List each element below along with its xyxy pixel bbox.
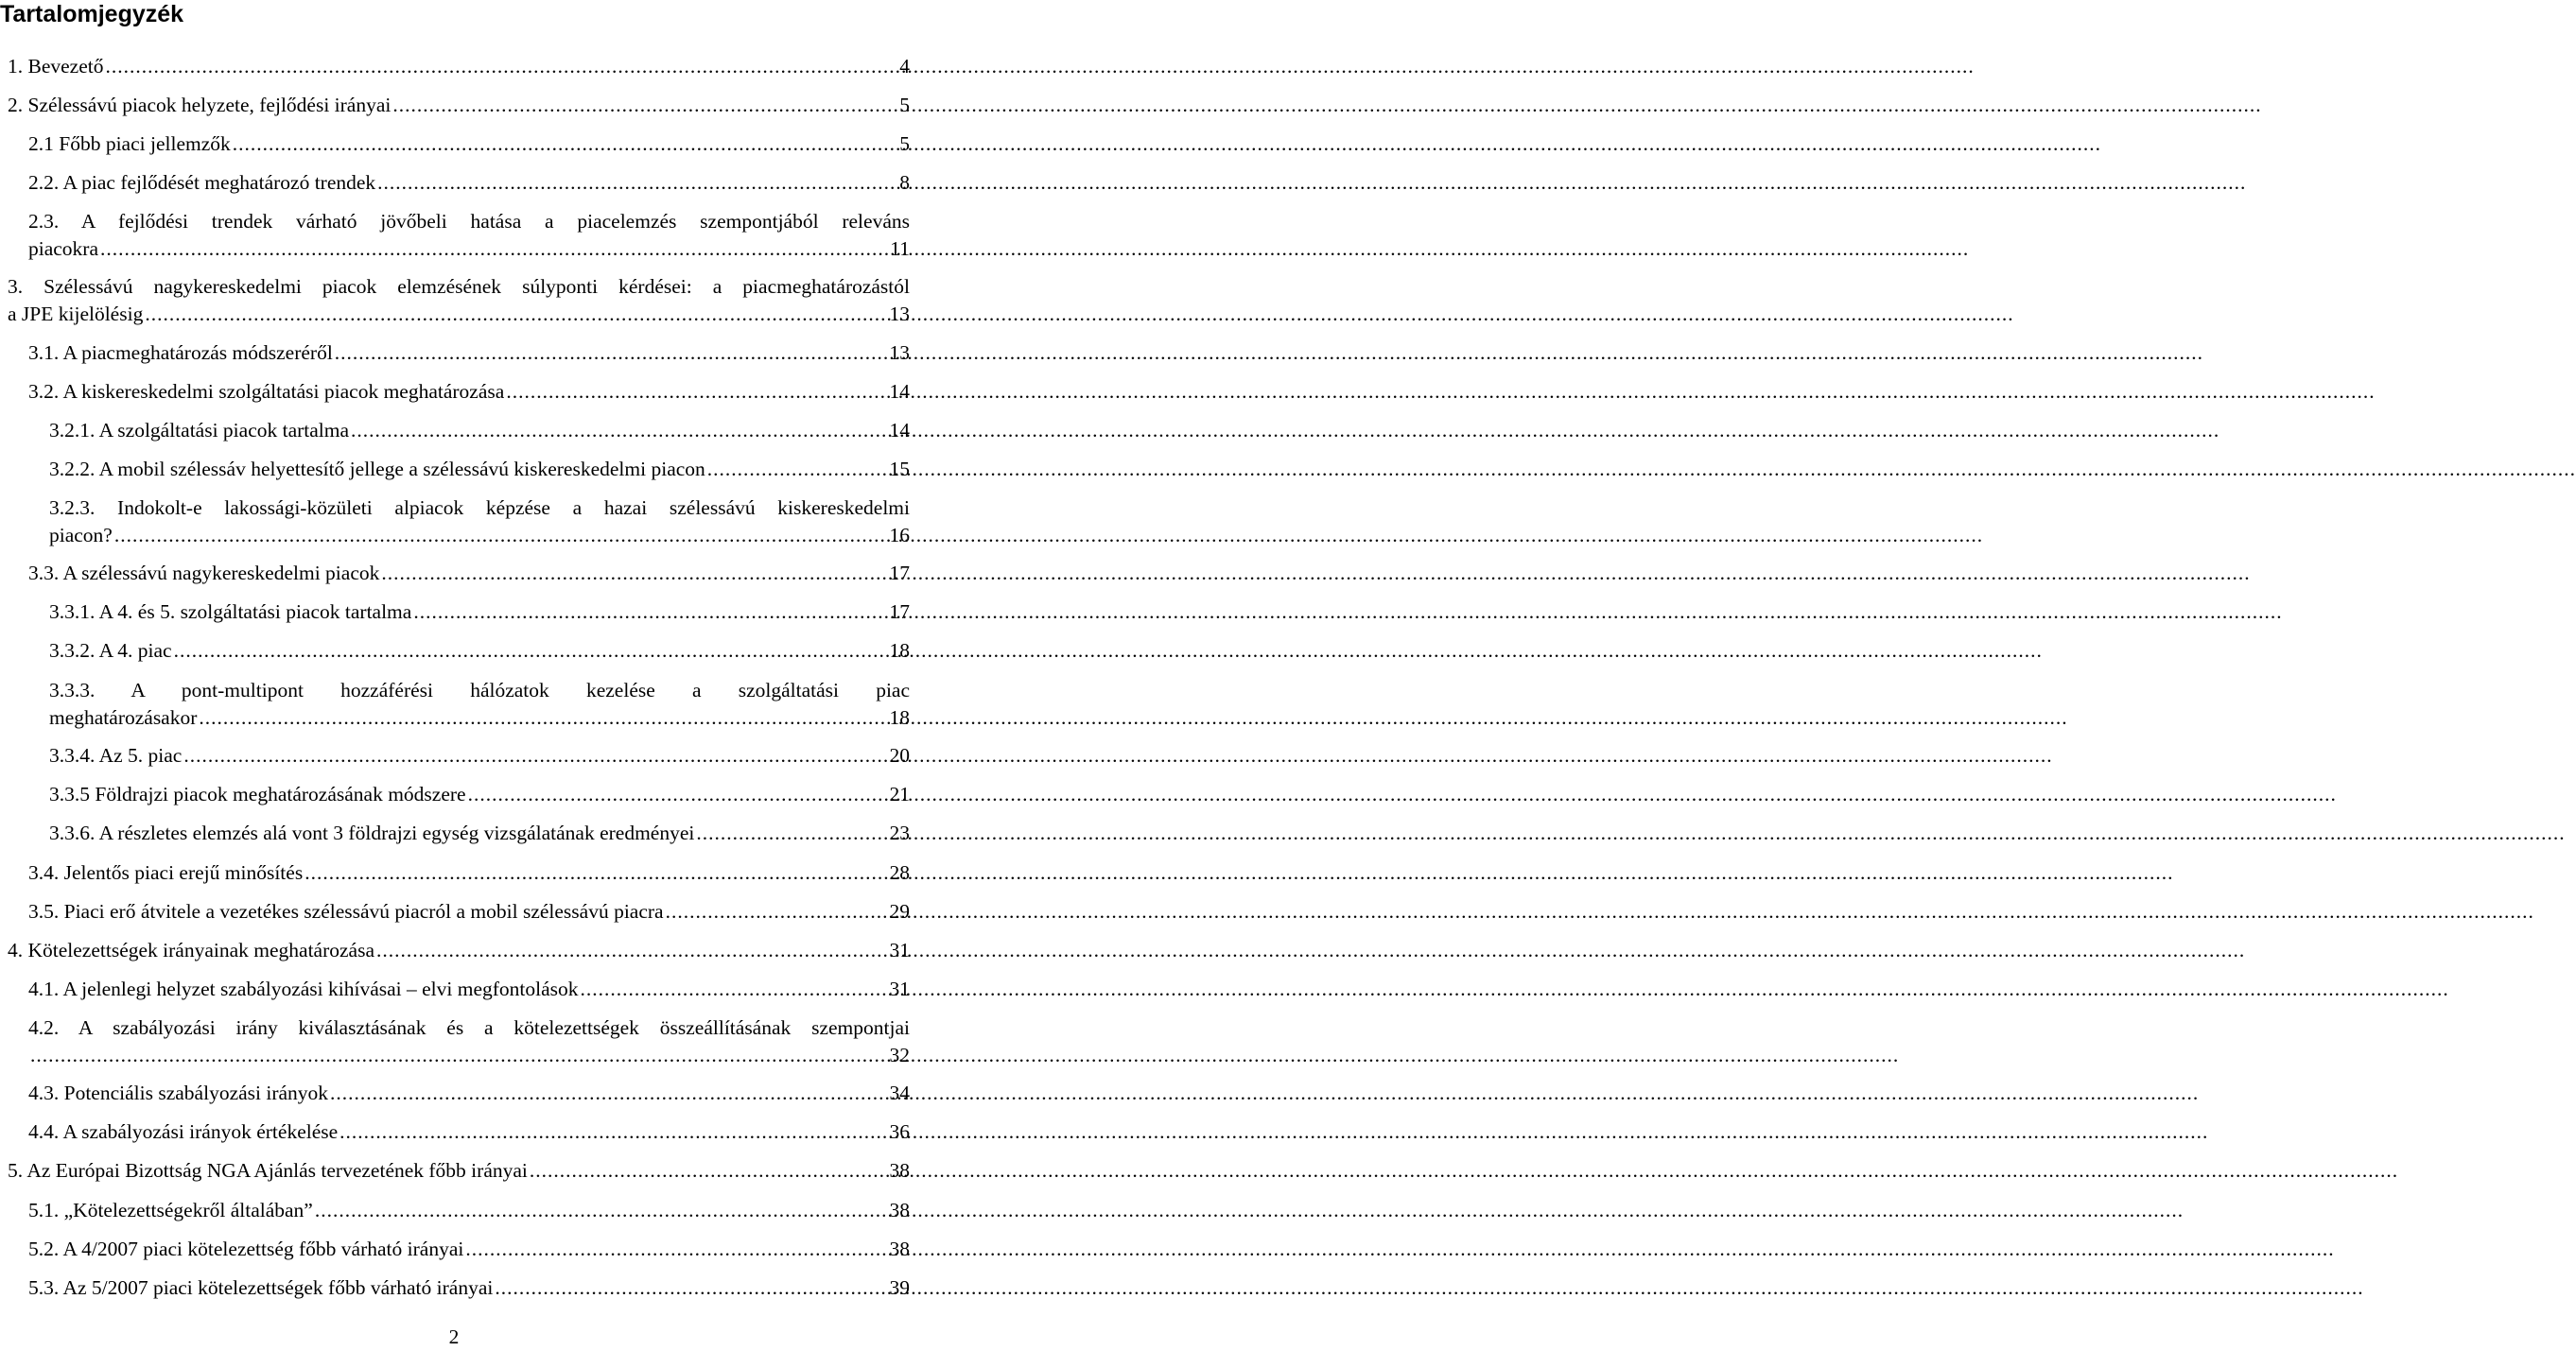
toc-entry-title: 2.1 Főbb piaci jellemzők [28,132,231,155]
toc-entry-title: 4.3. Potenciális szabályozási irányok [28,1082,329,1104]
toc-entry-title: 2.3. A fejlődési trendek várható jövőbeli hatása a piacelemzés szempontjából releváns [28,210,910,233]
toc-entry[interactable] [0,494,908,549]
toc-entry-title: 3.3. A szélessávú nagykereskedelmi piacok [28,562,380,584]
toc-entry-title: 3.3.4. Az 5. piac [49,744,183,767]
toc-page-number: 17 [889,600,910,623]
dot-leader [339,1118,887,1146]
toc-entry[interactable] [0,781,908,808]
toc-entry-title: 3.5. Piaci erő átvitele a vezetékes szélessávú piacról a mobil szélessávú piacra [28,900,664,923]
dot-leader [106,53,898,80]
toc-entry[interactable] [0,677,908,732]
toc-entry-title: 4.4. A szabályozási irányok értékelése [28,1120,339,1143]
toc-entry-title: 3. Szélessávú nagykereskedelmi piacok elemzésének súlyponti kérdései: a piacmeghatározástól [8,275,910,298]
toc-page-number: 36 [889,1120,910,1143]
toc-entry[interactable] [0,937,908,964]
toc-entry-title: piacokra [28,237,99,260]
dot-leader [351,417,887,444]
page-number: 2 [448,1325,460,1348]
toc-entry-title: meghatározásakor [49,706,198,729]
dot-leader [413,598,887,626]
toc-page-number: 5 [899,94,910,116]
dot-leader [100,235,888,263]
dot-leader [530,1157,888,1185]
toc-entry-title: 4.1. A jelenlegi helyzet szabályozási kihívásai – elvi megfontolások [28,978,579,1000]
dot-leader [696,820,887,847]
toc-page-number: 14 [889,380,910,403]
toc-page-number: 39 [889,1276,910,1299]
dot-leader [707,456,888,483]
toc-entry[interactable] [0,859,908,887]
toc-page-number: 16 [889,524,910,546]
toc-entry-title: 5.2. A 4/2007 piaci kötelezettség főbb várható irányai [28,1238,464,1260]
toc-entry[interactable] [0,598,908,626]
table-of-contents [0,0,908,1345]
toc-entry-title: 3.3.3. A pont-multipont hozzáférési hálózatok kezelése a szolgáltatási piac [49,679,910,701]
toc-entry-title: 4.2. A szabályozási irány kiválasztásának és a kötelezettségek összeállításának szempontjai [28,1016,910,1039]
dot-leader [145,301,887,328]
toc-entry-title: 1. Bevezető [8,55,104,78]
toc-entry[interactable] [0,976,908,1003]
toc-page-number: 14 [889,419,910,442]
dot-leader [506,378,887,406]
dot-leader [381,560,887,587]
toc-entry-title: 3.4. Jelentős piaci erejű minősítés [28,861,304,884]
dot-leader [30,1042,888,1069]
toc-page-number: 18 [889,706,910,729]
toc-entry[interactable] [0,1197,908,1224]
toc-entry-title: 5.1. „Kötelezettségekről általában” [28,1199,313,1221]
toc-entry-title: piacon? [49,524,113,546]
toc-entry[interactable] [0,169,908,197]
toc-page-number: 13 [889,303,910,325]
toc-entry[interactable] [0,1014,908,1069]
dot-leader [581,976,888,1003]
dot-leader [183,742,887,770]
dot-leader [465,1236,887,1263]
toc-page-number: 29 [889,900,910,923]
toc-entry-title: 3.2.1. A szolgáltatási piacok tartalma [49,419,350,442]
toc-entry[interactable] [0,1157,908,1185]
toc-entry[interactable] [0,637,908,665]
toc-entry[interactable] [0,742,908,770]
toc-entry[interactable] [0,130,908,158]
dot-leader [114,522,888,549]
toc-page-number: 23 [889,822,910,844]
toc-page-number: 34 [889,1082,910,1104]
toc-entry[interactable] [0,53,908,80]
dot-leader [392,92,897,119]
toc-page-number: 18 [889,639,910,662]
toc-entry-title: 3.3.6. A részletes elemzés alá vont 3 földrajzi egység vizsgálatának eredményei [49,822,695,844]
dot-leader [335,339,888,367]
toc-page-number: 28 [889,861,910,884]
toc-entry[interactable] [0,1118,908,1146]
toc-entry-title: 3.3.5 Földrajzi piacok meghatározásának módszere [49,783,466,805]
toc-page-number: 8 [899,171,910,194]
dot-leader [468,781,888,808]
toc-entry[interactable] [0,417,908,444]
toc-page-number: 5 [899,132,910,155]
toc-entry[interactable] [0,339,908,367]
toc-page-number: 11 [890,237,910,260]
toc-entry[interactable] [0,378,908,406]
toc-entry[interactable] [0,1274,908,1302]
toc-entry-title: 3.3.2. A 4. piac [49,639,172,662]
toc-page-number: 4 [899,55,910,78]
toc-entry[interactable] [0,273,908,328]
toc-entry-title: 3.2.2. A mobil szélessáv helyettesítő jellege a szélessávú kiskereskedelmi piacon [49,458,705,480]
toc-page-number: 17 [889,562,910,584]
toc-entry[interactable] [0,1080,908,1107]
page-title: Tartalomjegyzék [0,1,184,27]
toc-entry-title: 5.3. Az 5/2007 piaci kötelezettségek főbb várható irányai [28,1276,494,1299]
toc-entry[interactable] [0,898,908,926]
toc-entry-title: a JPE kijelölésig [8,303,144,325]
dot-leader [377,169,897,197]
toc-page-number: 21 [889,783,910,805]
toc-entry-title: 3.2. A kiskereskedelmi szolgáltatási piacok meghatározása [28,380,505,403]
toc-entry-title: 3.3.1. A 4. és 5. szolgáltatási piacok tartalma [49,600,412,623]
dot-leader [199,704,887,732]
toc-page-number: 38 [889,1199,910,1221]
dot-leader [315,1197,888,1224]
toc-entry-title: 2.2. A piac fejlődését meghatározó trendek [28,171,376,194]
toc-entry[interactable] [0,456,908,483]
dot-leader [666,898,888,926]
toc-entry[interactable] [0,208,908,263]
dot-leader [233,130,897,158]
toc-page-number: 13 [889,341,910,364]
toc-page-number: 38 [889,1238,910,1260]
toc-page-number: 32 [889,1044,910,1066]
toc-page-number: 31 [889,978,910,1000]
toc-entry-title: 2. Szélessávú piacok helyzete, fejlődési irányai [8,94,392,116]
dot-leader [495,1274,887,1302]
dot-leader [305,859,887,887]
toc-entry-title: 5. Az Európai Bizottság NGA Ajánlás tervezetének főbb irányai [8,1159,528,1182]
toc-page-number: 15 [889,458,910,480]
toc-page-number: 20 [889,744,910,767]
toc-entry[interactable] [0,1236,908,1263]
toc-entry[interactable] [0,820,908,847]
toc-entry-title: 3.1. A piacmeghatározás módszeréről [28,341,333,364]
dot-leader [330,1080,887,1107]
dot-leader [376,937,887,964]
toc-entry-title: 3.2.3. Indokolt-e lakossági-közületi alpiacok képzése a hazai szélessávú kiskereskedelmi [49,496,910,519]
toc-page-number: 38 [889,1159,910,1182]
toc-entry[interactable] [0,560,908,587]
toc-page-number: 31 [889,939,910,961]
toc-entry-title: 4. Kötelezettségek irányainak meghatározása [8,939,375,961]
toc-entry[interactable] [0,92,908,119]
dot-leader [174,637,888,665]
